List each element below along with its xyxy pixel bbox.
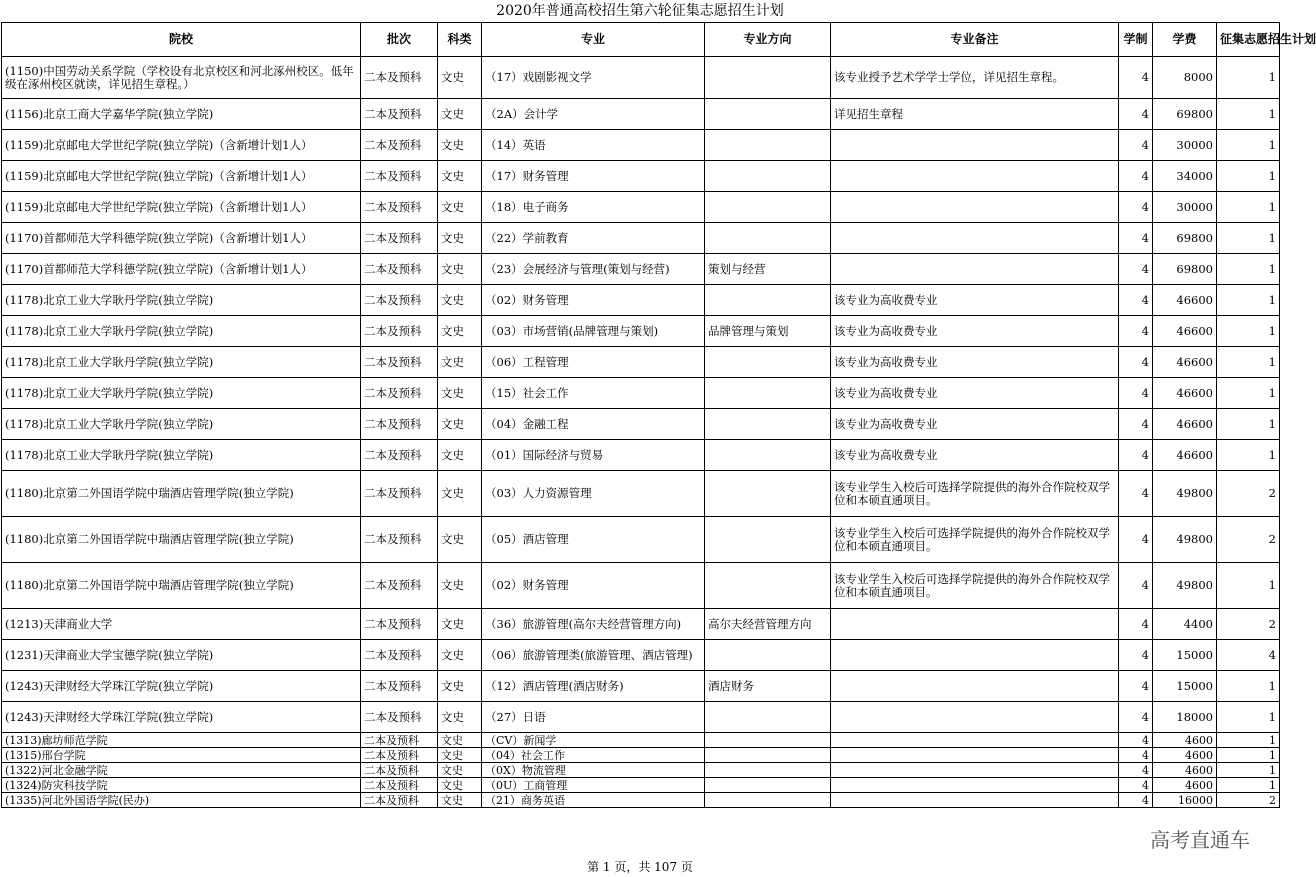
table-row bbox=[2, 347, 1280, 378]
cell-batch: 二本及预科 bbox=[361, 130, 438, 161]
cell-school: (1180)北京第二外国语学院中瑞酒店管理学院(独立学院) bbox=[2, 517, 361, 563]
cell-school: (1213)天津商业大学 bbox=[2, 609, 361, 640]
cell-batch: 二本及预科 bbox=[361, 702, 438, 733]
cell-school: (1178)北京工业大学耿丹学院(独立学院) bbox=[2, 316, 361, 347]
cell-major: （CV）新闻学 bbox=[482, 733, 705, 748]
cell-school: (1324)防灾科技学院 bbox=[2, 778, 361, 793]
cell-category: 文史 bbox=[438, 778, 482, 793]
cell-years: 4 bbox=[1119, 254, 1153, 285]
cell-major: （0U）工商管理 bbox=[482, 778, 705, 793]
cell-direction bbox=[705, 793, 831, 808]
cell-major: （23）会展经济与管理(策划与经营) bbox=[482, 254, 705, 285]
cell-note bbox=[831, 609, 1119, 640]
cell-school: (1178)北京工业大学耿丹学院(独立学院) bbox=[2, 347, 361, 378]
cell-major: （15）社会工作 bbox=[482, 378, 705, 409]
table-header-row bbox=[2, 23, 1280, 57]
cell-note: 该专业为高收费专业 bbox=[831, 409, 1119, 440]
cell-fee: 15000 bbox=[1153, 671, 1217, 702]
cell-category: 文史 bbox=[438, 285, 482, 316]
cell-major: （01）国际经济与贸易 bbox=[482, 440, 705, 471]
cell-note bbox=[831, 793, 1119, 808]
cell-years: 4 bbox=[1119, 57, 1153, 99]
cell-school: (1159)北京邮电大学世纪学院(独立学院)（含新增计划1人） bbox=[2, 192, 361, 223]
cell-direction: 策划与经营 bbox=[705, 254, 831, 285]
cell-major: （2A）会计学 bbox=[482, 99, 705, 130]
cell-years: 4 bbox=[1119, 609, 1153, 640]
cell-plan: 1 bbox=[1217, 378, 1280, 409]
cell-major: （04）社会工作 bbox=[482, 748, 705, 763]
cell-category: 文史 bbox=[438, 671, 482, 702]
cell-batch: 二本及预科 bbox=[361, 99, 438, 130]
cell-school: (1180)北京第二外国语学院中瑞酒店管理学院(独立学院) bbox=[2, 563, 361, 609]
cell-plan: 2 bbox=[1217, 517, 1280, 563]
cell-school: (1159)北京邮电大学世纪学院(独立学院)（含新增计划1人） bbox=[2, 161, 361, 192]
cell-batch: 二本及预科 bbox=[361, 378, 438, 409]
cell-batch: 二本及预科 bbox=[361, 778, 438, 793]
cell-category: 文史 bbox=[438, 517, 482, 563]
cell-years: 4 bbox=[1119, 793, 1153, 808]
cell-direction bbox=[705, 440, 831, 471]
cell-plan: 1 bbox=[1217, 130, 1280, 161]
cell-fee: 34000 bbox=[1153, 161, 1217, 192]
cell-plan: 4 bbox=[1217, 640, 1280, 671]
table-body bbox=[2, 57, 1280, 808]
table-row bbox=[2, 99, 1280, 130]
cell-plan: 1 bbox=[1217, 223, 1280, 254]
cell-major: （18）电子商务 bbox=[482, 192, 705, 223]
cell-years: 4 bbox=[1119, 733, 1153, 748]
cell-batch: 二本及预科 bbox=[361, 609, 438, 640]
cell-years: 4 bbox=[1119, 671, 1153, 702]
header-category: 科类 bbox=[438, 23, 482, 57]
cell-years: 4 bbox=[1119, 161, 1153, 192]
cell-major: （12）酒店管理(酒店财务) bbox=[482, 671, 705, 702]
cell-years: 4 bbox=[1119, 130, 1153, 161]
cell-batch: 二本及预科 bbox=[361, 671, 438, 702]
cell-plan: 2 bbox=[1217, 471, 1280, 517]
cell-category: 文史 bbox=[438, 733, 482, 748]
cell-plan: 1 bbox=[1217, 347, 1280, 378]
cell-plan: 2 bbox=[1217, 609, 1280, 640]
table-row bbox=[2, 609, 1280, 640]
cell-school: (1178)北京工业大学耿丹学院(独立学院) bbox=[2, 440, 361, 471]
cell-category: 文史 bbox=[438, 763, 482, 778]
cell-years: 4 bbox=[1119, 702, 1153, 733]
cell-batch: 二本及预科 bbox=[361, 733, 438, 748]
cell-batch: 二本及预科 bbox=[361, 640, 438, 671]
cell-category: 文史 bbox=[438, 702, 482, 733]
table-row bbox=[2, 161, 1280, 192]
cell-note bbox=[831, 161, 1119, 192]
cell-school: (1150)中国劳动关系学院（学校设有北京校区和河北涿州校区。低年级在涿州校区就读，详见招生章程。） bbox=[2, 57, 361, 99]
cell-batch: 二本及预科 bbox=[361, 254, 438, 285]
table-row bbox=[2, 471, 1280, 517]
cell-years: 4 bbox=[1119, 440, 1153, 471]
table-row bbox=[2, 763, 1280, 778]
cell-category: 文史 bbox=[438, 793, 482, 808]
cell-category: 文史 bbox=[438, 409, 482, 440]
table-row bbox=[2, 778, 1280, 793]
cell-school: (1231)天津商业大学宝德学院(独立学院) bbox=[2, 640, 361, 671]
cell-major: （27）日语 bbox=[482, 702, 705, 733]
cell-category: 文史 bbox=[438, 347, 482, 378]
cell-major: （0X）物流管理 bbox=[482, 763, 705, 778]
header-major: 专业 bbox=[482, 23, 705, 57]
table-row bbox=[2, 733, 1280, 748]
cell-batch: 二本及预科 bbox=[361, 440, 438, 471]
cell-years: 4 bbox=[1119, 347, 1153, 378]
cell-direction bbox=[705, 57, 831, 99]
header-plan: 征集志愿招生计划 bbox=[1217, 23, 1280, 57]
cell-plan: 1 bbox=[1217, 57, 1280, 99]
cell-fee: 46600 bbox=[1153, 378, 1217, 409]
cell-fee: 30000 bbox=[1153, 130, 1217, 161]
cell-plan: 1 bbox=[1217, 192, 1280, 223]
cell-plan: 1 bbox=[1217, 99, 1280, 130]
cell-category: 文史 bbox=[438, 563, 482, 609]
cell-category: 文史 bbox=[438, 471, 482, 517]
cell-fee: 30000 bbox=[1153, 192, 1217, 223]
table-row bbox=[2, 316, 1280, 347]
cell-note bbox=[831, 778, 1119, 793]
table-row bbox=[2, 671, 1280, 702]
cell-fee: 49800 bbox=[1153, 563, 1217, 609]
cell-plan: 1 bbox=[1217, 409, 1280, 440]
cell-major: （05）酒店管理 bbox=[482, 517, 705, 563]
cell-category: 文史 bbox=[438, 161, 482, 192]
cell-years: 4 bbox=[1119, 778, 1153, 793]
watermark: 高考直通车 bbox=[1150, 828, 1250, 852]
cell-years: 4 bbox=[1119, 517, 1153, 563]
cell-batch: 二本及预科 bbox=[361, 316, 438, 347]
table-row bbox=[2, 223, 1280, 254]
cell-school: (1170)首都师范大学科德学院(独立学院)（含新增计划1人） bbox=[2, 254, 361, 285]
cell-fee: 46600 bbox=[1153, 409, 1217, 440]
cell-direction bbox=[705, 130, 831, 161]
cell-major: （06）工程管理 bbox=[482, 347, 705, 378]
table-row bbox=[2, 409, 1280, 440]
cell-plan: 1 bbox=[1217, 285, 1280, 316]
cell-note: 该专业为高收费专业 bbox=[831, 440, 1119, 471]
cell-batch: 二本及预科 bbox=[361, 285, 438, 316]
cell-fee: 4600 bbox=[1153, 733, 1217, 748]
cell-plan: 1 bbox=[1217, 563, 1280, 609]
cell-major: （02）财务管理 bbox=[482, 285, 705, 316]
cell-batch: 二本及预科 bbox=[361, 563, 438, 609]
cell-years: 4 bbox=[1119, 409, 1153, 440]
cell-fee: 49800 bbox=[1153, 471, 1217, 517]
cell-school: (1178)北京工业大学耿丹学院(独立学院) bbox=[2, 285, 361, 316]
cell-note bbox=[831, 763, 1119, 778]
cell-major: （03）人力资源管理 bbox=[482, 471, 705, 517]
cell-major: （21）商务英语 bbox=[482, 793, 705, 808]
cell-category: 文史 bbox=[438, 378, 482, 409]
header-school: 院校 bbox=[2, 23, 361, 57]
cell-fee: 8000 bbox=[1153, 57, 1217, 99]
cell-major: （17）戏剧影视文学 bbox=[482, 57, 705, 99]
cell-years: 4 bbox=[1119, 563, 1153, 609]
cell-note bbox=[831, 223, 1119, 254]
cell-batch: 二本及预科 bbox=[361, 223, 438, 254]
cell-years: 4 bbox=[1119, 192, 1153, 223]
cell-direction bbox=[705, 285, 831, 316]
table-row bbox=[2, 192, 1280, 223]
cell-direction: 酒店财务 bbox=[705, 671, 831, 702]
table-row bbox=[2, 748, 1280, 763]
cell-fee: 4600 bbox=[1153, 748, 1217, 763]
cell-note: 该专业学生入校后可选择学院提供的海外合作院校双学位和本硕直通项目。 bbox=[831, 517, 1119, 563]
table-row bbox=[2, 563, 1280, 609]
table-row bbox=[2, 640, 1280, 671]
cell-years: 4 bbox=[1119, 763, 1153, 778]
cell-note: 该专业为高收费专业 bbox=[831, 378, 1119, 409]
cell-plan: 1 bbox=[1217, 671, 1280, 702]
cell-major: （02）财务管理 bbox=[482, 563, 705, 609]
cell-years: 4 bbox=[1119, 223, 1153, 254]
cell-direction bbox=[705, 471, 831, 517]
cell-direction bbox=[705, 347, 831, 378]
cell-note bbox=[831, 254, 1119, 285]
cell-batch: 二本及预科 bbox=[361, 161, 438, 192]
cell-school: (1156)北京工商大学嘉华学院(独立学院) bbox=[2, 99, 361, 130]
cell-fee: 4400 bbox=[1153, 609, 1217, 640]
table-row bbox=[2, 130, 1280, 161]
header-years: 学制 bbox=[1119, 23, 1153, 57]
cell-note bbox=[831, 640, 1119, 671]
cell-years: 4 bbox=[1119, 378, 1153, 409]
cell-fee: 4600 bbox=[1153, 763, 1217, 778]
cell-note bbox=[831, 130, 1119, 161]
cell-fee: 69800 bbox=[1153, 223, 1217, 254]
cell-note bbox=[831, 733, 1119, 748]
cell-batch: 二本及预科 bbox=[361, 192, 438, 223]
cell-fee: 46600 bbox=[1153, 347, 1217, 378]
table-row bbox=[2, 254, 1280, 285]
cell-category: 文史 bbox=[438, 130, 482, 161]
cell-fee: 18000 bbox=[1153, 702, 1217, 733]
cell-school: (1159)北京邮电大学世纪学院(独立学院)（含新增计划1人） bbox=[2, 130, 361, 161]
table-row bbox=[2, 702, 1280, 733]
admission-plan-table bbox=[1, 22, 1316, 808]
page-title: 2020年普通高校招生第六轮征集志愿招生计划 bbox=[496, 3, 784, 19]
cell-plan: 1 bbox=[1217, 763, 1280, 778]
cell-school: (1178)北京工业大学耿丹学院(独立学院) bbox=[2, 409, 361, 440]
cell-major: （22）学前教育 bbox=[482, 223, 705, 254]
cell-category: 文史 bbox=[438, 192, 482, 223]
cell-direction bbox=[705, 409, 831, 440]
cell-batch: 二本及预科 bbox=[361, 409, 438, 440]
page-footer: 第 1 页，共 107 页 bbox=[587, 860, 693, 874]
table-row bbox=[2, 57, 1280, 99]
cell-school: (1335)河北外国语学院(民办) bbox=[2, 793, 361, 808]
cell-years: 4 bbox=[1119, 471, 1153, 517]
cell-category: 文史 bbox=[438, 440, 482, 471]
cell-note: 该专业学生入校后可选择学院提供的海外合作院校双学位和本硕直通项目。 bbox=[831, 563, 1119, 609]
cell-direction bbox=[705, 161, 831, 192]
cell-category: 文史 bbox=[438, 57, 482, 99]
cell-note bbox=[831, 671, 1119, 702]
cell-years: 4 bbox=[1119, 640, 1153, 671]
cell-plan: 1 bbox=[1217, 254, 1280, 285]
table-row bbox=[2, 793, 1280, 808]
cell-batch: 二本及预科 bbox=[361, 471, 438, 517]
cell-plan: 1 bbox=[1217, 733, 1280, 748]
cell-fee: 15000 bbox=[1153, 640, 1217, 671]
cell-category: 文史 bbox=[438, 748, 482, 763]
cell-fee: 49800 bbox=[1153, 517, 1217, 563]
cell-school: (1180)北京第二外国语学院中瑞酒店管理学院(独立学院) bbox=[2, 471, 361, 517]
cell-direction bbox=[705, 640, 831, 671]
cell-years: 4 bbox=[1119, 316, 1153, 347]
cell-direction bbox=[705, 99, 831, 130]
header-batch: 批次 bbox=[361, 23, 438, 57]
cell-major: （04）金融工程 bbox=[482, 409, 705, 440]
cell-fee: 46600 bbox=[1153, 440, 1217, 471]
cell-major: （06）旅游管理类(旅游管理、酒店管理) bbox=[482, 640, 705, 671]
header-direction: 专业方向 bbox=[705, 23, 831, 57]
table-row bbox=[2, 378, 1280, 409]
cell-batch: 二本及预科 bbox=[361, 748, 438, 763]
cell-major: （17）财务管理 bbox=[482, 161, 705, 192]
cell-direction bbox=[705, 223, 831, 254]
table-row bbox=[2, 440, 1280, 471]
cell-plan: 1 bbox=[1217, 440, 1280, 471]
cell-category: 文史 bbox=[438, 609, 482, 640]
cell-school: (1315)邢台学院 bbox=[2, 748, 361, 763]
cell-direction bbox=[705, 778, 831, 793]
cell-plan: 2 bbox=[1217, 793, 1280, 808]
cell-category: 文史 bbox=[438, 316, 482, 347]
cell-plan: 1 bbox=[1217, 161, 1280, 192]
cell-batch: 二本及预科 bbox=[361, 57, 438, 99]
cell-fee: 46600 bbox=[1153, 285, 1217, 316]
cell-fee: 16000 bbox=[1153, 793, 1217, 808]
cell-major: （03）市场营销(品牌管理与策划) bbox=[482, 316, 705, 347]
table-row bbox=[2, 285, 1280, 316]
cell-note: 该专业为高收费专业 bbox=[831, 347, 1119, 378]
cell-plan: 1 bbox=[1217, 778, 1280, 793]
table-row bbox=[2, 517, 1280, 563]
cell-category: 文史 bbox=[438, 640, 482, 671]
cell-school: (1243)天津财经大学珠江学院(独立学院) bbox=[2, 702, 361, 733]
cell-direction bbox=[705, 748, 831, 763]
cell-school: (1178)北京工业大学耿丹学院(独立学院) bbox=[2, 378, 361, 409]
cell-category: 文史 bbox=[438, 223, 482, 254]
cell-note: 详见招生章程 bbox=[831, 99, 1119, 130]
cell-direction bbox=[705, 517, 831, 563]
cell-note: 该专业为高收费专业 bbox=[831, 316, 1119, 347]
cell-fee: 46600 bbox=[1153, 316, 1217, 347]
cell-note: 该专业授予艺术学学士学位，详见招生章程。 bbox=[831, 57, 1119, 99]
cell-category: 文史 bbox=[438, 99, 482, 130]
cell-direction bbox=[705, 763, 831, 778]
cell-batch: 二本及预科 bbox=[361, 793, 438, 808]
cell-note bbox=[831, 192, 1119, 223]
cell-direction bbox=[705, 702, 831, 733]
cell-direction bbox=[705, 563, 831, 609]
cell-batch: 二本及预科 bbox=[361, 763, 438, 778]
cell-batch: 二本及预科 bbox=[361, 517, 438, 563]
header-note: 专业备注 bbox=[831, 23, 1119, 57]
cell-plan: 1 bbox=[1217, 702, 1280, 733]
cell-note: 该专业为高收费专业 bbox=[831, 285, 1119, 316]
cell-school: (1313)廊坊师范学院 bbox=[2, 733, 361, 748]
cell-note: 该专业学生入校后可选择学院提供的海外合作院校双学位和本硕直通项目。 bbox=[831, 471, 1119, 517]
cell-note bbox=[831, 702, 1119, 733]
cell-major: （14）英语 bbox=[482, 130, 705, 161]
cell-years: 4 bbox=[1119, 99, 1153, 130]
cell-direction: 高尔夫经营管理方向 bbox=[705, 609, 831, 640]
cell-direction bbox=[705, 378, 831, 409]
header-fee: 学费 bbox=[1153, 23, 1217, 57]
cell-batch: 二本及预科 bbox=[361, 347, 438, 378]
cell-major: （36）旅游管理(高尔夫经营管理方向) bbox=[482, 609, 705, 640]
cell-school: (1170)首都师范大学科德学院(独立学院)（含新增计划1人） bbox=[2, 223, 361, 254]
cell-plan: 1 bbox=[1217, 316, 1280, 347]
cell-years: 4 bbox=[1119, 748, 1153, 763]
cell-fee: 69800 bbox=[1153, 254, 1217, 285]
cell-school: (1322)河北金融学院 bbox=[2, 763, 361, 778]
cell-direction bbox=[705, 192, 831, 223]
cell-fee: 69800 bbox=[1153, 99, 1217, 130]
cell-direction bbox=[705, 733, 831, 748]
cell-direction: 品牌管理与策划 bbox=[705, 316, 831, 347]
cell-note bbox=[831, 748, 1119, 763]
cell-category: 文史 bbox=[438, 254, 482, 285]
cell-fee: 4600 bbox=[1153, 778, 1217, 793]
cell-school: (1243)天津财经大学珠江学院(独立学院) bbox=[2, 671, 361, 702]
cell-years: 4 bbox=[1119, 285, 1153, 316]
cell-plan: 1 bbox=[1217, 748, 1280, 763]
